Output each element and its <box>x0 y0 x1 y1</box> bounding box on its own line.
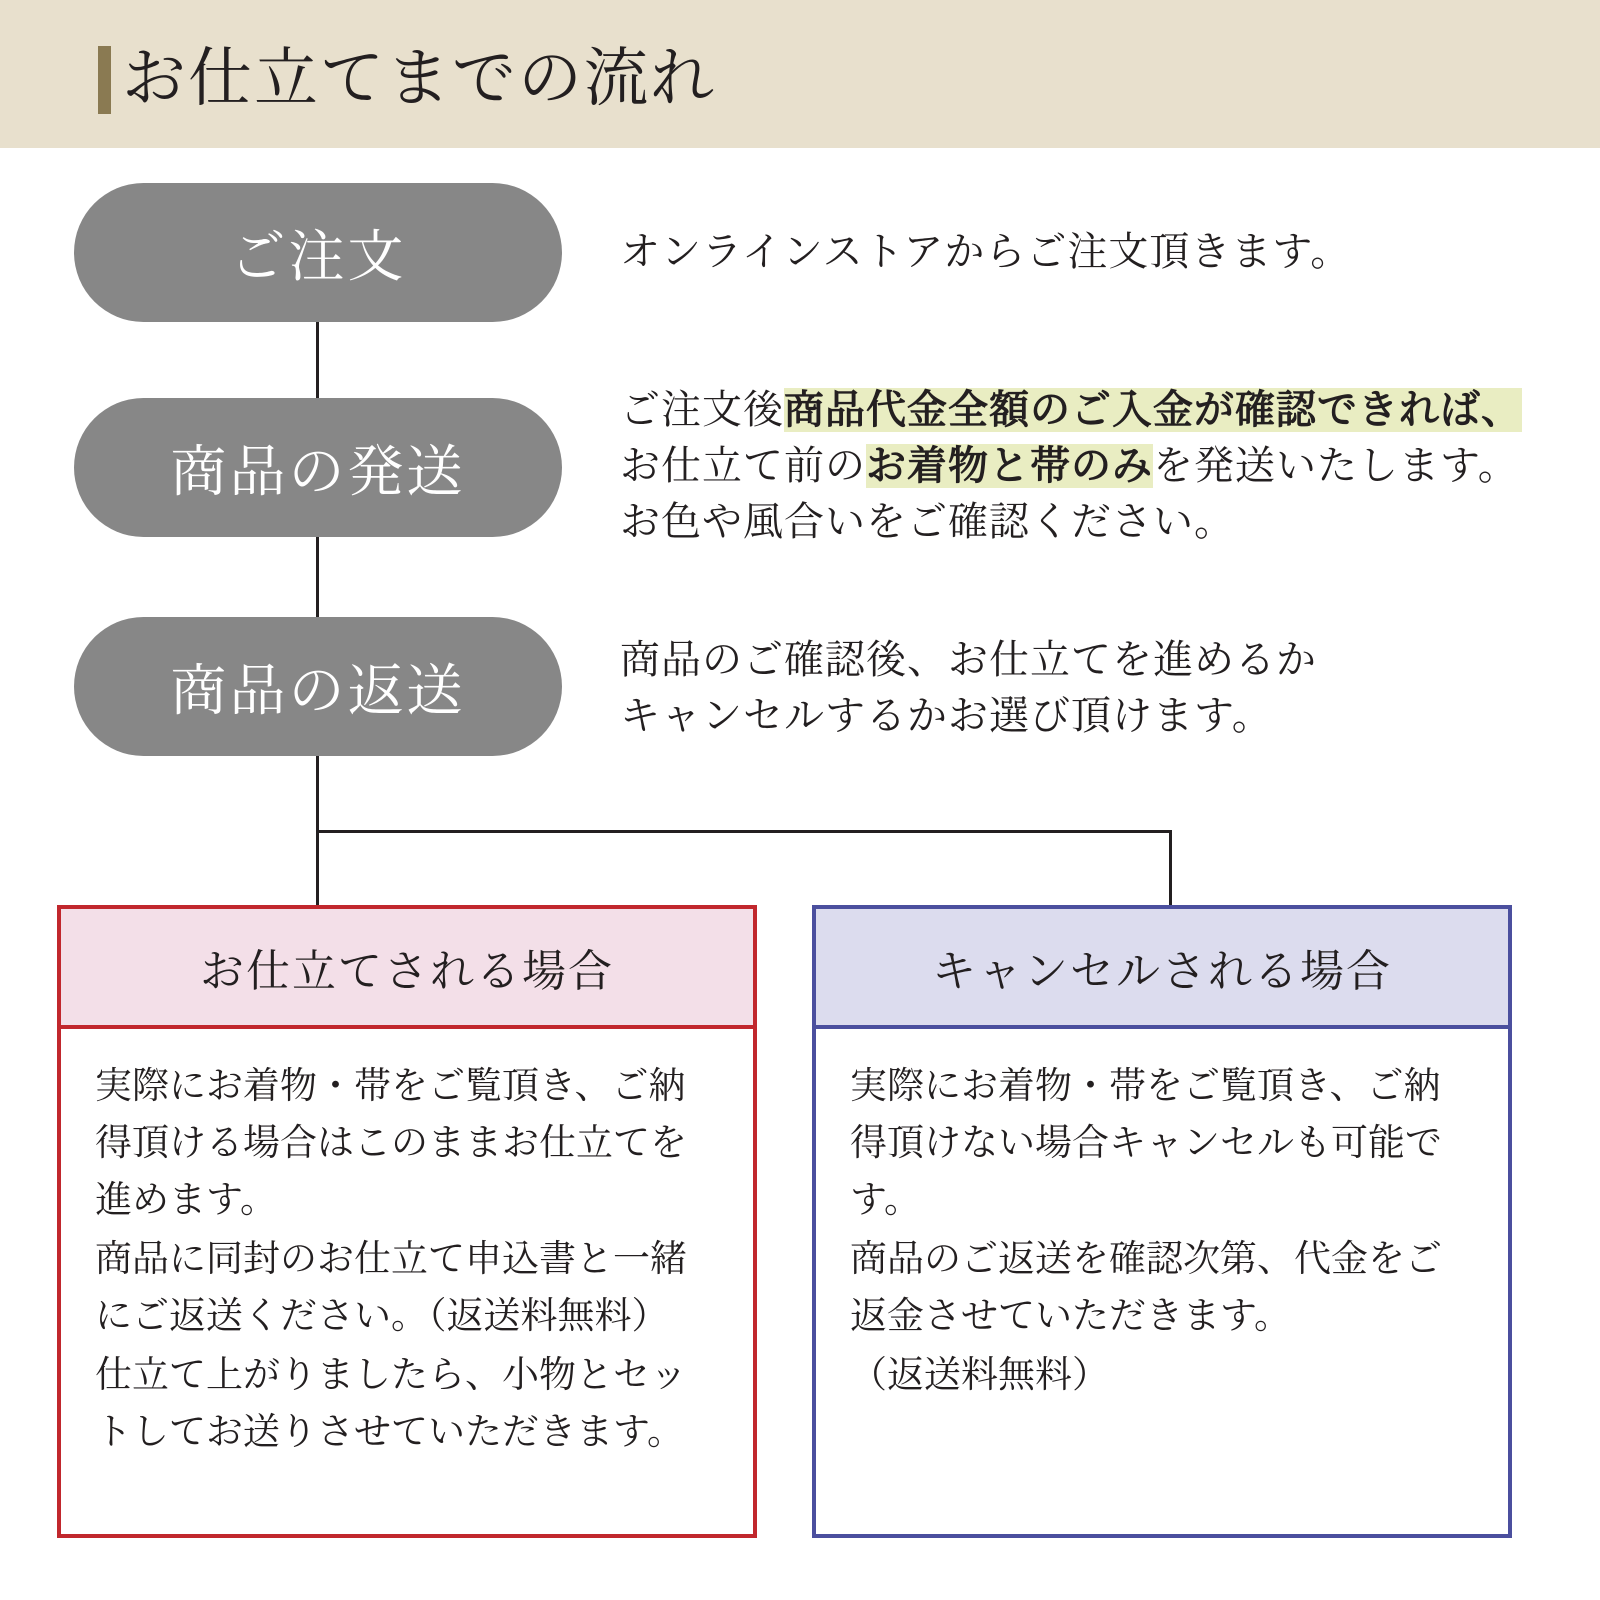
outcome-box-cancel <box>812 905 1512 1538</box>
connector-to-left-outcome <box>316 830 319 906</box>
outcome-paragraph: 仕立て上がりましたら、小物とセットしてお送りさせていただきます。 <box>95 1354 687 1452</box>
header-accent-bar <box>98 46 111 114</box>
step-label-order: ご注文 <box>229 224 407 288</box>
outcome-body-tailoring <box>61 1029 753 1460</box>
outcome-paragraph: 実際にお着物・帯をご覧頂き、ご納得頂けない場合キャンセルも可能です。 <box>850 1065 1442 1220</box>
connector-to-right-outcome <box>1169 830 1172 906</box>
page-title: お仕立てまでの流れ <box>122 42 716 114</box>
connector-step3-split <box>316 756 319 832</box>
outcome-paragraph: 商品に同封のお仕立て申込書と一緒にご返送ください。（返送料無料） <box>95 1238 687 1336</box>
step-pill-shipping <box>74 398 562 537</box>
outcome-paragraph: 商品のご返送を確認次第、代金をご返金させていただきます。 <box>850 1238 1442 1336</box>
outcome-paragraph: 実際にお着物・帯をご覧頂き、ご納得頂ける場合はこのままお仕立てを進めます。 <box>95 1065 687 1220</box>
outcome-box-tailoring <box>57 905 757 1538</box>
header-band <box>0 0 1600 148</box>
connector-split-horizontal <box>316 830 1172 833</box>
outcome-body-cancel <box>816 1029 1508 1403</box>
step-label-shipping: 商品の発送 <box>170 439 466 503</box>
step-description-order: オンラインストアからご注文頂きます。 <box>620 230 1352 274</box>
step-pill-order <box>74 183 562 322</box>
outcome-title-cancel: キャンセルされる場合 <box>816 909 1508 1029</box>
step-description-return: 商品のご確認後、お仕立てを進めるか キャンセルするかお選び頂けます。 <box>620 638 1317 738</box>
step-pill-return <box>74 617 562 756</box>
step-label-return: 商品の返送 <box>170 658 466 722</box>
connector-step2-step3 <box>316 537 319 617</box>
outcome-paragraph: （返送料無料） <box>850 1354 1109 1395</box>
outcome-title-tailoring: お仕立てされる場合 <box>61 909 753 1029</box>
step-description-shipping: ご注文後商品代金全額のご入金が確認できれば、 お仕立て前のお着物と帯のみを発送いたします。 お色や風合いをご確認ください。 <box>620 388 1522 544</box>
connector-step1-step2 <box>316 322 319 398</box>
